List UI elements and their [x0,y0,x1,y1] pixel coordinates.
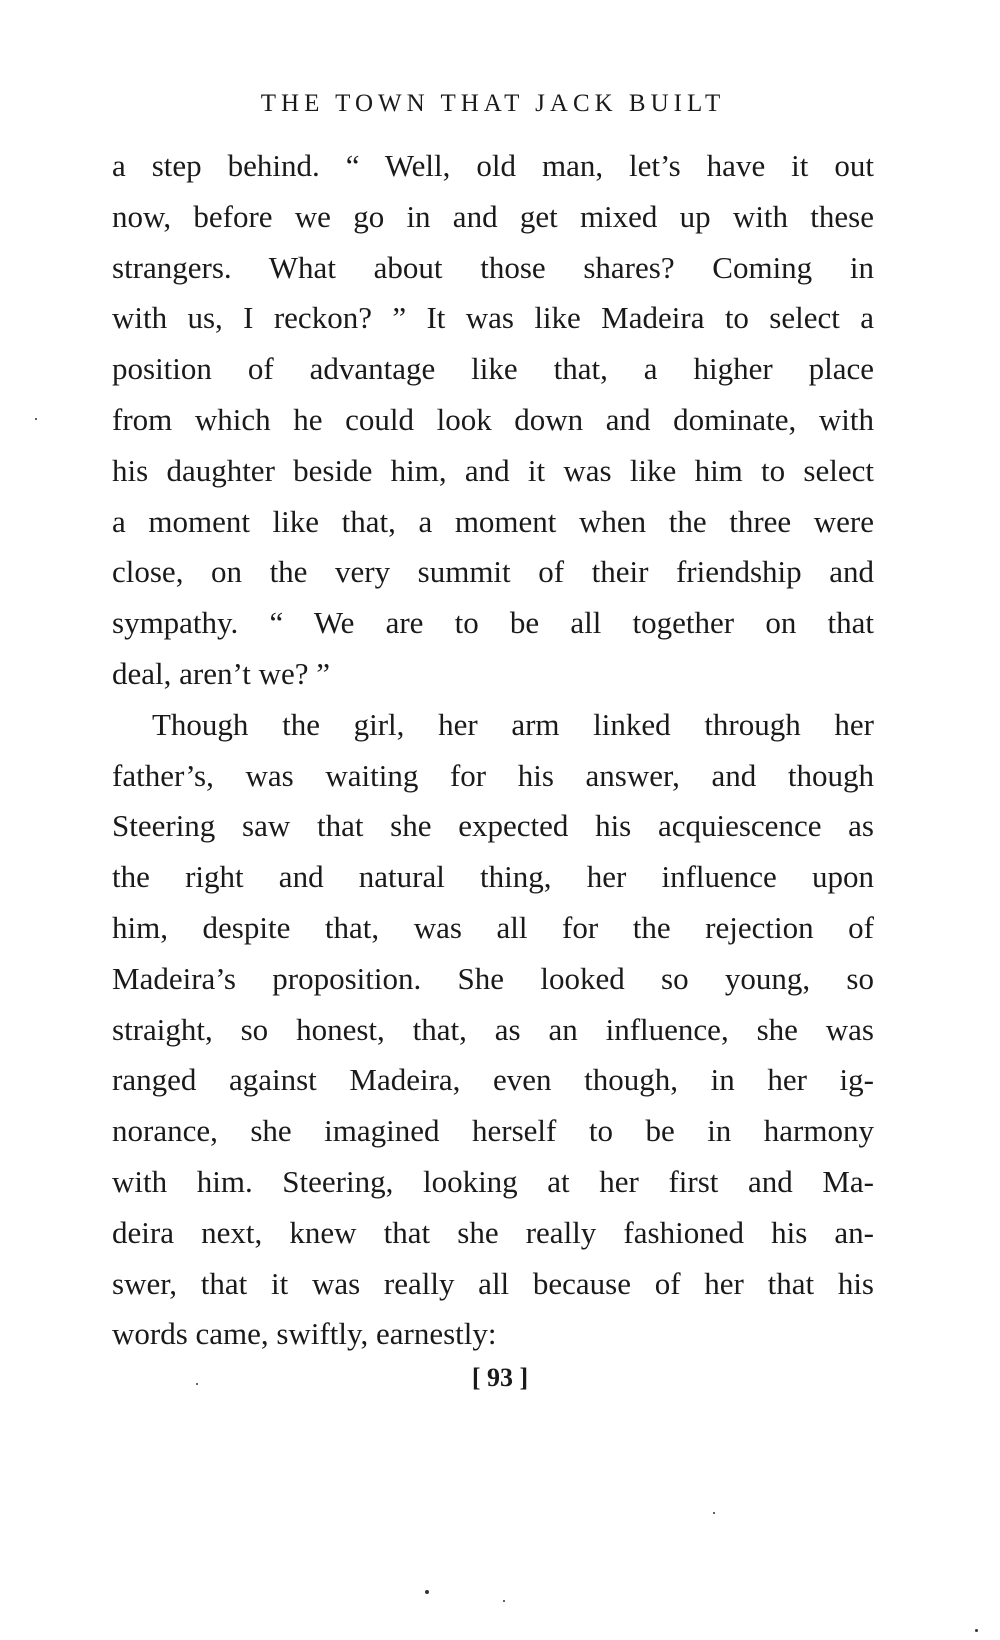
text-line: a step behind. “ Well, old man, let’s have it out [112,148,874,183]
paragraph-2 [112,700,874,1360]
text-line: a moment like that, a moment when the three were [112,503,874,539]
text-line: strangers. What about those shares? Coming in [112,249,874,285]
paper-speck [713,1512,715,1514]
paper-speck [425,1590,429,1594]
text-line: now, before we go in and get mixed up with these [112,198,874,234]
text-line: father’s, was waiting for his answer, and though [112,757,874,793]
text-line: deira next, knew that she really fashioned his an- [112,1214,874,1250]
text-line: deal, aren’t we? ” [112,655,331,691]
text-line: position of advantage like that, a higher place [112,351,874,387]
text-line: sympathy. “ We are to be all together on that [112,605,874,641]
page-number: [ 93 ] [471,1363,529,1392]
paper-speck [975,1629,978,1632]
running-head: THE TOWN THAT JACK BUILT [260,90,726,117]
paper-speck [35,418,37,420]
body-text [112,141,874,1360]
text-line: ranged against Madeira, even though, in her ig- [112,1062,874,1098]
text-line: close, on the very summit of their friendship and [112,554,874,590]
text-line: norance, she imagined herself to be in harmony [112,1113,874,1149]
text-line: him, despite that, was all for the rejection of [112,909,874,945]
text-line: his daughter beside him, and it was like him to select [112,452,874,488]
text-line: Madeira’s proposition. She looked so young, so [112,960,874,996]
text-line: words came, swiftly, earnestly: [112,1316,497,1352]
paragraph-1 [112,141,874,700]
text-line: the right and natural thing, her influence upon [112,859,874,895]
text-line: with us, I reckon? ” It was like Madeira to select a [112,300,874,336]
text-line: Though the girl, her arm linked through her [152,706,874,742]
text-line: with him. Steering, looking at her first and Ma- [112,1163,874,1199]
paper-speck [196,1383,198,1385]
text-line: straight, so honest, that, as an influence, she was [112,1011,874,1047]
paper-speck [503,1600,505,1602]
text-line: swer, that it was really all because of her that his [112,1265,874,1301]
text-line: from which he could look down and dominate, with [112,401,874,437]
text-line: Steering saw that she expected his acquiescence as [112,808,874,844]
